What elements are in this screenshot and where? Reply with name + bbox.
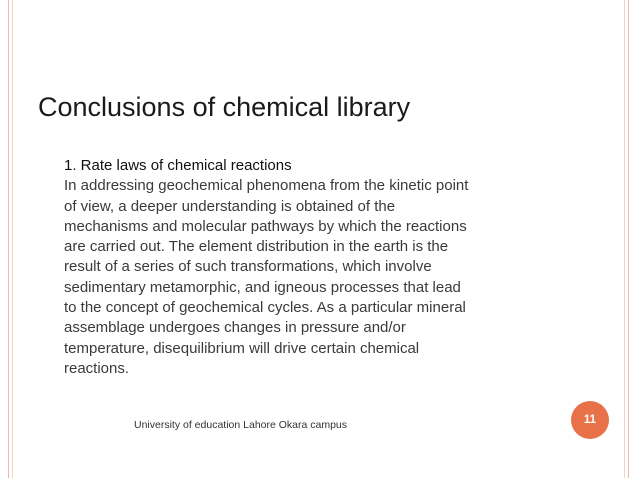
frame-rule-left [12, 0, 13, 478]
slide-title: Conclusions of chemical library [38, 92, 411, 122]
slide-footer: University of education Lahore Okara campus [134, 419, 348, 431]
body-heading: 1. Rate laws of chemical reactions [64, 157, 292, 174]
slide-body [64, 156, 474, 379]
body-paragraph: In addressing geochemical phenomena from the kinetic point of view, a deeper understanding is obtained of the mechanisms and molecular pathways by which the reactions are carried out. The element distribution in the earth is the result of a series of such transformations, which involve sedimentary metamorphic, and igneous processes that lead to the concept of geochemical cycles. As a particular mineral assemblage undergoes changes in pressure and/or temperature, disequilibrium will drive certain chemical reactions. [64, 177, 469, 377]
page-number-badge: 11 [571, 401, 609, 439]
frame-rule-right [624, 0, 625, 478]
